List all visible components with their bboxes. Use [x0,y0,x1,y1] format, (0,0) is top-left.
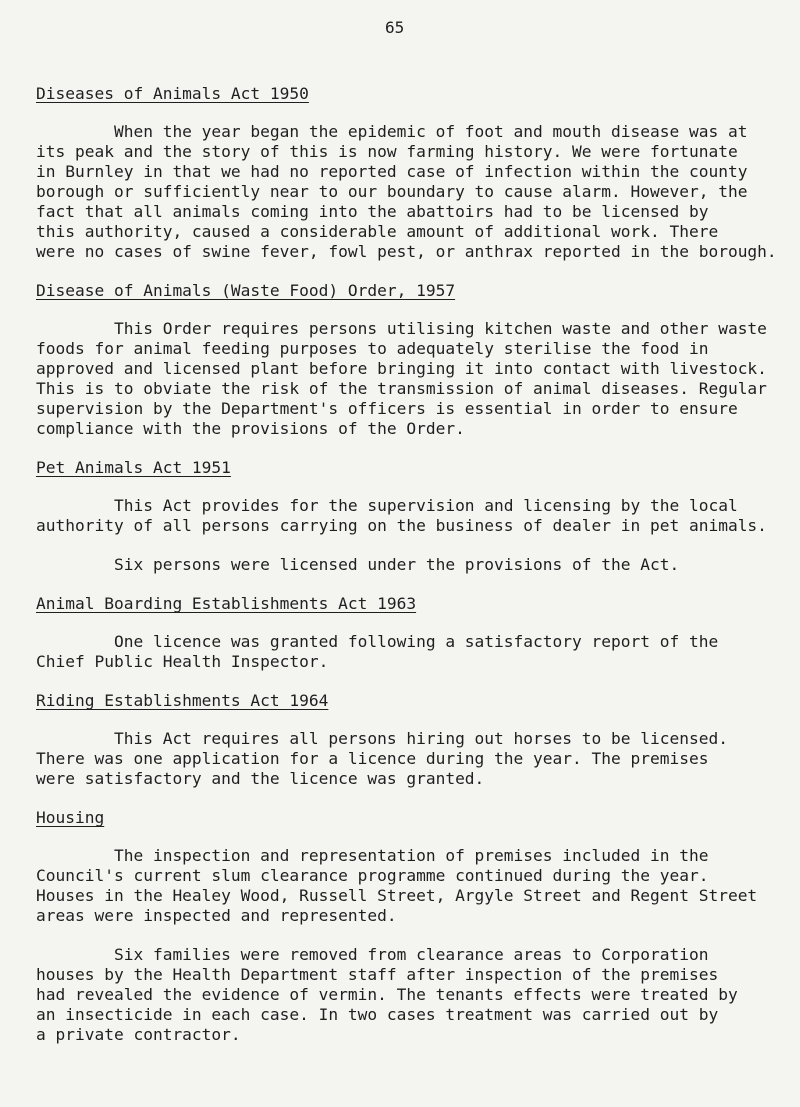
document-body [36,84,796,1064]
section-animal-boarding-act [36,594,796,672]
paragraph: Six persons were licensed under the provisions of the Act. [36,555,680,574]
paragraph: This Order requires persons utilising kitchen waste and other waste foods for animal feeding purposes to adequately sterilise the food in approved and licensed plant before bringing it into contact with livestock. This is to obviate the risk of the transmission of animal diseases. Regular supervision by the Department's officers is essential in order to ensure compliance with the provisions of the Order. [36,319,767,438]
paragraph: This Act requires all persons hiring out horses to be licensed. There was one application for a licence during the year. The premises were satisfactory and the licence was granted. [36,729,728,788]
section-heading: Riding Establishments Act 1964 [36,691,329,710]
paragraph: One licence was granted following a satisfactory report of the Chief Public Health Inspector. [36,632,719,671]
paragraph: This Act provides for the supervision and licensing by the local authority of all persons carrying on the business of dealer in pet animals. [36,496,767,535]
section-waste-food-order [36,281,796,439]
section-heading: Disease of Animals (Waste Food) Order, 1957 [36,281,456,300]
page-number: 65 [385,18,405,37]
paragraph: The inspection and representation of premises included in the Council's current slum clearance programme continued during the year. Houses in the Healey Wood, Russell Street, Argyle Street and Regent Street areas were inspected and represented. [36,846,758,925]
section-housing [36,808,796,1045]
section-heading: Housing [36,808,105,827]
section-heading: Pet Animals Act 1951 [36,458,231,477]
section-heading: Diseases of Animals Act 1950 [36,84,309,103]
section-diseases-of-animals-act [36,84,796,262]
section-riding-establishments-act [36,691,796,789]
section-pet-animals-act [36,458,796,575]
section-heading: Animal Boarding Establishments Act 1963 [36,594,417,613]
paragraph: When the year began the epidemic of foot and mouth disease was at its peak and the story of this is now farming history. We were fortunate in Burnley in that we had no reported case of infection within the county borough or sufficiently near to our boundary to cause alarm. However, the fact that all animals coming into the abattoirs had to be licensed by this authority, caused a considerable amount of additional work. There were no cases of swine fever, fowl pest, or anthrax reported in the borough. [36,122,777,261]
paragraph: Six families were removed from clearance areas to Corporation houses by the Health Department staff after inspection of the premises had revealed the evidence of vermin. The tenants effects were treated by an insecticide in each case. In two cases treatment was carried out by a private contractor. [36,945,738,1044]
